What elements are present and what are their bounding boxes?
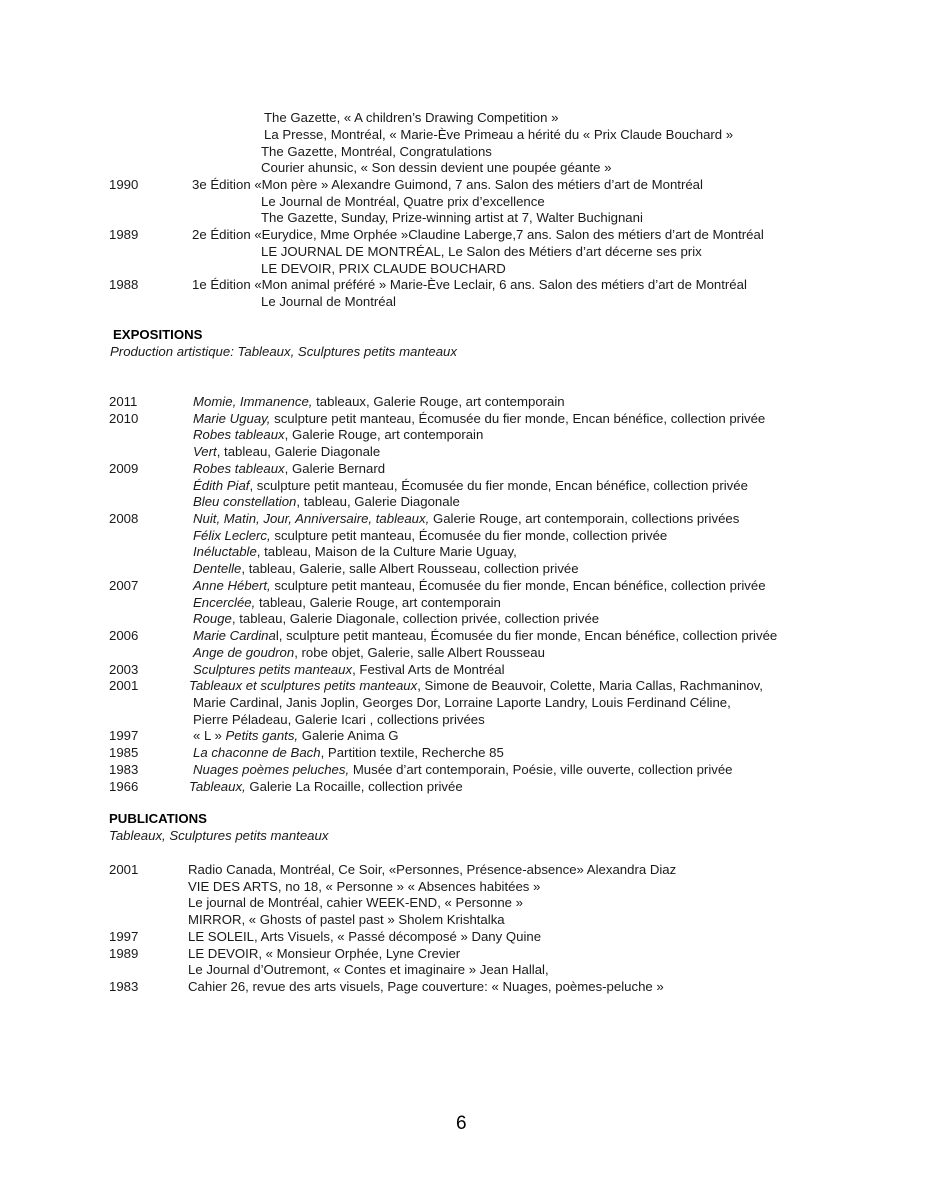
exposition-details: , Galerie Rouge, art contemporain	[284, 427, 484, 442]
exposition-title: Marie Cardina	[193, 628, 276, 643]
exposition-details: l, sculpture petit manteau, Écomusée du fier monde, Encan bénéfice, collection privée	[275, 628, 778, 643]
exposition-details: , tableau, Galerie Diagonale	[216, 444, 381, 459]
exposition-entry	[193, 394, 565, 410]
exposition-entry	[193, 478, 748, 494]
exposition-year: 1985	[109, 745, 139, 760]
exposition-title: Petits gants,	[225, 728, 299, 743]
publication-entry: VIE DES ARTS, no 18, « Personne » « Absences habitées »	[188, 879, 541, 894]
exposition-entry	[193, 628, 777, 644]
publication-year: 2001	[109, 862, 139, 877]
exposition-title: Inéluctable	[193, 544, 257, 559]
exposition-details: tableaux, Galerie Rouge, art contemporain	[312, 394, 565, 409]
exposition-year: 2010	[109, 411, 139, 426]
exposition-details: Marie Cardinal, Janis Joplin, Georges Dor, Lorraine Laporte Landry, Louis Ferdinand Céline,	[193, 695, 731, 710]
exposition-details: , Festival Arts de Montréal	[352, 662, 505, 677]
press-line: The Gazette, « A children’s Drawing Competition »	[264, 110, 559, 125]
exposition-details: , robe objet, Galerie, salle Albert Rousseau	[294, 645, 545, 660]
exposition-year: 2008	[109, 511, 139, 526]
press-line: LE JOURNAL DE MONTRÉAL, Le Salon des Métiers d’art décerne ses prix	[261, 244, 702, 259]
exposition-details: tableau, Galerie Rouge, art contemporain	[255, 595, 501, 610]
section-heading: EXPOSITIONS	[113, 327, 203, 342]
exposition-prefix: « L »	[193, 728, 226, 743]
exposition-year: 2011	[109, 394, 138, 409]
exposition-entry	[193, 528, 667, 544]
exposition-title: Nuit, Matin, Jour, Anniversaire, tableaux,	[193, 511, 430, 526]
section-heading: PUBLICATIONS	[109, 811, 207, 826]
award-edition: 2e Édition «Eurydice, Mme Orphée »Claudine Laberge,7 ans. Salon des métiers d’art de Montréal	[192, 227, 764, 242]
exposition-details: Musée d’art contemporain, Poésie, ville ouverte, collection privée	[349, 762, 733, 777]
exposition-entry	[193, 695, 731, 711]
exposition-entry	[193, 511, 739, 527]
exposition-entry	[189, 779, 463, 795]
exposition-details: , tableau, Galerie, salle Albert Rousseau, collection privée	[241, 561, 579, 576]
exposition-entry	[193, 544, 517, 560]
exposition-details: sculpture petit manteau, Écomusée du fier monde, Encan bénéfice, collection privée	[270, 578, 766, 593]
exposition-details: , sculpture petit manteau, Écomusée du fier monde, Encan bénéfice, collection privée	[249, 478, 748, 493]
exposition-title: La chaconne de Bach	[193, 745, 321, 760]
award-edition: 3e Édition «Mon père » Alexandre Guimond, 7 ans. Salon des métiers d’art de Montréal	[192, 177, 703, 192]
exposition-year: 1983	[109, 762, 139, 777]
exposition-details: , Galerie Bernard	[284, 461, 386, 476]
press-line: The Gazette, Montréal, Congratulations	[261, 144, 492, 159]
publication-entry: Le Journal d’Outremont, « Contes et imaginaire » Jean Hallal,	[188, 962, 549, 977]
exposition-title: Marie Uguay,	[193, 411, 271, 426]
exposition-entry	[193, 411, 765, 427]
publication-entry: Le journal de Montréal, cahier WEEK-END, « Personne »	[188, 895, 523, 910]
exposition-entry	[193, 728, 399, 744]
exposition-entry	[193, 611, 599, 627]
press-line: The Gazette, Sunday, Prize-winning artist at 7, Walter Buchignani	[261, 210, 643, 225]
exposition-entry	[193, 578, 766, 594]
exposition-details: sculpture petit manteau, Écomusée du fier monde, Encan bénéfice, collection privée	[270, 411, 766, 426]
exposition-details: Galerie Rouge, art contemporain, collections privées	[429, 511, 740, 526]
exposition-details: , tableau, Maison de la Culture Marie Uguay,	[256, 544, 517, 559]
press-line: Le Journal de Montréal, Quatre prix d’excellence	[261, 194, 545, 209]
publication-entry: Radio Canada, Montréal, Ce Soir, «Personnes, Présence-absence» Alexandra Diaz	[188, 862, 677, 877]
exposition-entry	[193, 595, 501, 611]
exposition-title: Nuages poèmes peluches,	[193, 762, 350, 777]
exposition-details: Pierre Péladeau, Galerie Icari , collections privées	[193, 712, 485, 727]
exposition-details: , Partition textile, Recherche 85	[320, 745, 504, 760]
exposition-year: 2001	[109, 678, 139, 693]
exposition-details: Galerie La Rocaille, collection privée	[245, 779, 463, 794]
publication-entry: LE SOLEIL, Arts Visuels, « Passé décomposé » Dany Quine	[188, 929, 542, 944]
publication-entry: MIRROR, « Ghosts of pastel past » Sholem Krishtalka	[188, 912, 505, 927]
exposition-title: Tableaux,	[189, 779, 246, 794]
exposition-entry	[189, 678, 763, 694]
publication-year: 1989	[109, 946, 139, 961]
exposition-title: Félix Leclerc,	[193, 528, 271, 543]
exposition-entry	[193, 745, 504, 761]
exposition-details: Galerie Anima G	[298, 728, 399, 743]
press-line: Le Journal de Montréal	[261, 294, 396, 309]
exposition-year: 1966	[109, 779, 139, 794]
exposition-details: , Simone de Beauvoir, Colette, Maria Callas, Rachmaninov,	[417, 678, 763, 693]
exposition-entry	[193, 494, 460, 510]
exposition-title: Tableaux et sculptures petits manteaux	[189, 678, 418, 693]
exposition-year: 1997	[109, 728, 139, 743]
section-subheading: Production artistique: Tableaux, Sculptures petits manteaux	[110, 344, 457, 359]
exposition-title: Anne Hébert,	[193, 578, 271, 593]
publication-year: 1997	[109, 929, 139, 944]
exposition-title: Bleu constellation	[193, 494, 297, 509]
publication-year: 1983	[109, 979, 139, 994]
page-number: 6	[456, 1113, 467, 1134]
exposition-title: Vert	[193, 444, 217, 459]
publication-entry: Cahier 26, revue des arts visuels, Page couverture: « Nuages, poèmes-peluche »	[188, 979, 664, 994]
exposition-entry	[193, 461, 385, 477]
press-line: La Presse, Montréal, « Marie-Ève Primeau a hérité du « Prix Claude Bouchard »	[264, 127, 734, 142]
exposition-title: Sculptures petits manteaux	[193, 662, 353, 677]
section-subheading: Tableaux, Sculptures petits manteaux	[109, 828, 329, 843]
award-edition: 1e Édition «Mon animal préféré » Marie-Ève Leclair, 6 ans. Salon des métiers d’art de Montréal	[192, 277, 747, 292]
exposition-year: 2007	[109, 578, 139, 593]
exposition-year: 2009	[109, 461, 139, 476]
exposition-entry	[193, 712, 485, 728]
exposition-year: 2003	[109, 662, 139, 677]
exposition-title: Édith Piaf	[193, 478, 250, 493]
exposition-details: , tableau, Galerie Diagonale, collection privée, collection privée	[231, 611, 600, 626]
exposition-details: sculpture petit manteau, Écomusée du fier monde, collection privée	[270, 528, 668, 543]
exposition-entry	[193, 444, 380, 460]
exposition-title: Momie, Immanence,	[193, 394, 313, 409]
exposition-title: Dentelle	[193, 561, 242, 576]
publication-entry: LE DEVOIR, « Monsieur Orphée, Lyne Crevier	[188, 946, 461, 961]
exposition-details: , tableau, Galerie Diagonale	[296, 494, 460, 509]
exposition-title: Rouge	[193, 611, 232, 626]
exposition-entry	[193, 762, 733, 778]
award-year: 1990	[109, 177, 139, 192]
exposition-title: Robes tableaux	[193, 427, 285, 442]
exposition-entry	[193, 662, 505, 678]
exposition-title: Encerclée,	[193, 595, 256, 610]
exposition-title: Ange de goudron	[193, 645, 295, 660]
exposition-entry	[193, 427, 483, 443]
award-year: 1989	[109, 227, 139, 242]
exposition-entry	[193, 645, 545, 661]
award-year: 1988	[109, 277, 139, 292]
exposition-title: Robes tableaux	[193, 461, 285, 476]
exposition-entry	[193, 561, 579, 577]
press-line: Courier ahunsic, « Son dessin devient une poupée géante »	[261, 160, 612, 175]
press-line: LE DEVOIR, PRIX CLAUDE BOUCHARD	[261, 261, 506, 276]
exposition-year: 2006	[109, 628, 139, 643]
